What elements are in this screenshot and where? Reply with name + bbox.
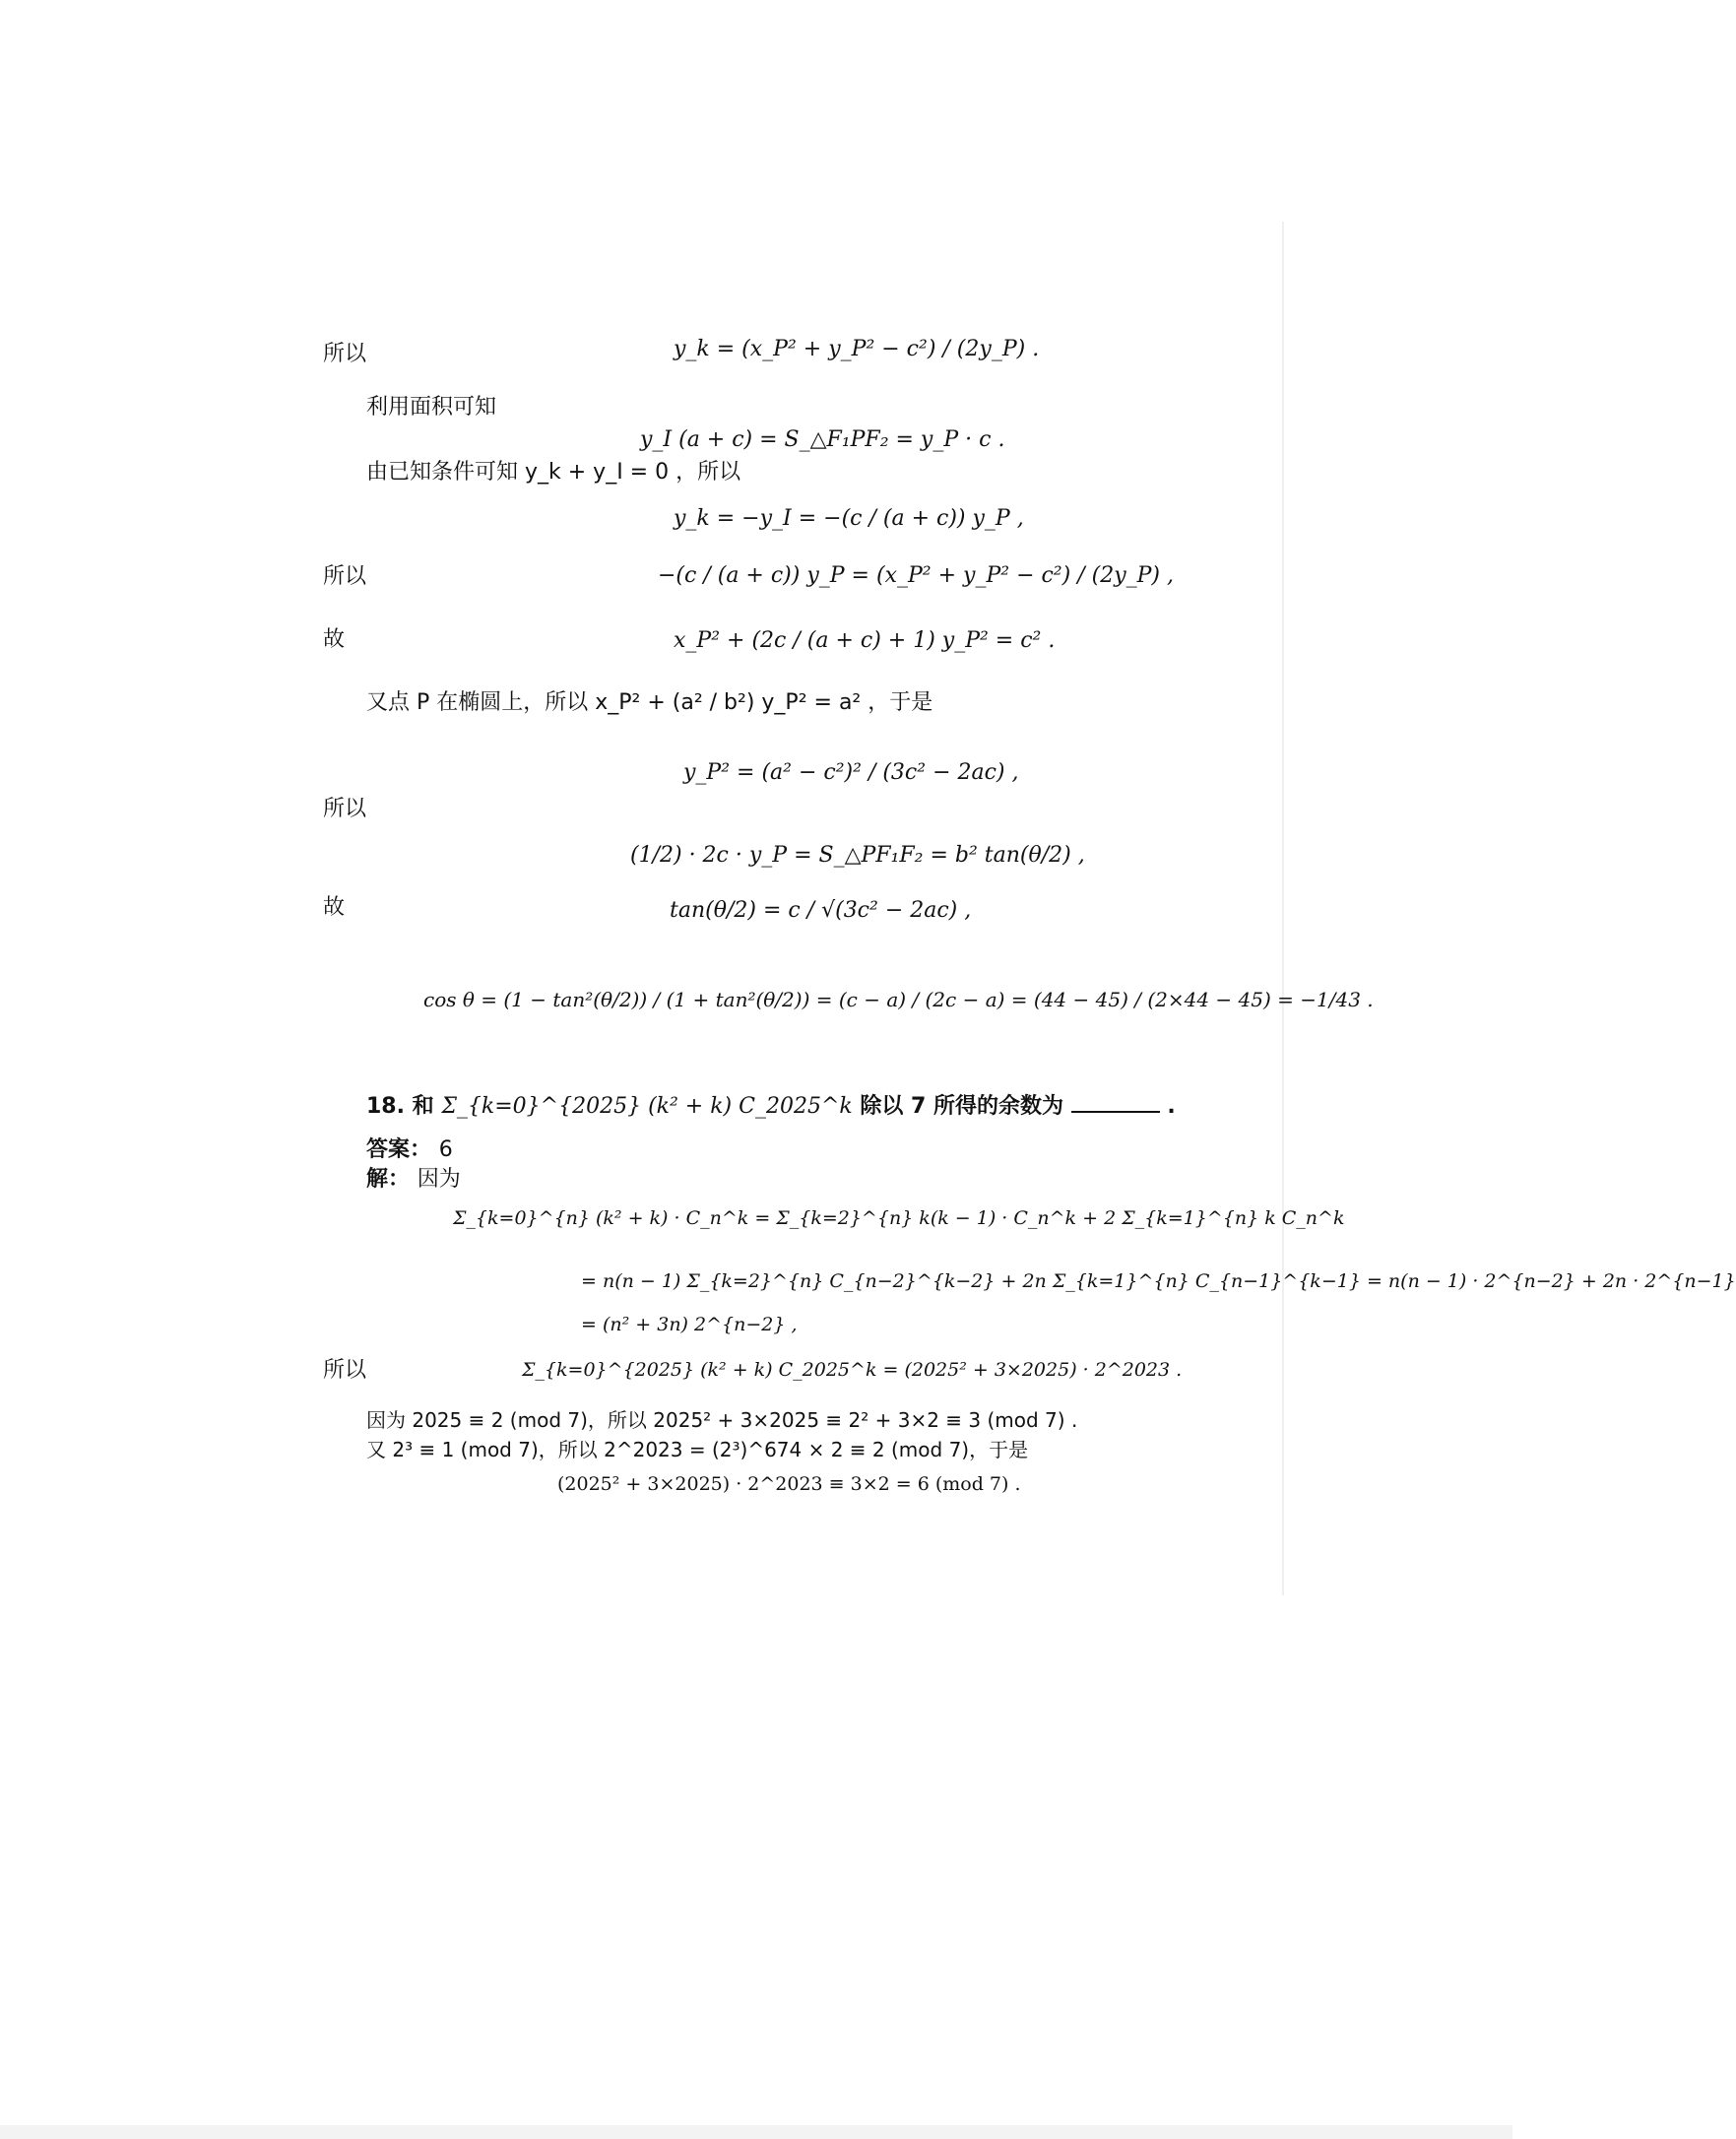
label-suoyi-3: 所以 xyxy=(323,797,367,821)
equation-area: y_I (a + c) = S_△F₁PF₂ = y_P · c . xyxy=(640,427,1005,452)
answer-blank xyxy=(1071,1095,1160,1113)
label-suoyi-4: 所以 xyxy=(323,1358,367,1383)
text-area-method: 利用面积可知 xyxy=(366,395,497,420)
equation-yk-neg: y_k = −y_I = −(c / (a + c)) y_P , xyxy=(674,506,1024,531)
equation-xp: x_P² + (2c / (a + c) + 1) y_P² = c² . xyxy=(674,628,1056,653)
solution-label: 解： xyxy=(366,1167,411,1192)
equation-yp-squared: y_P² = (a² − c²)² / (3c² − 2ac) , xyxy=(683,760,1019,785)
equation-triangle-area: (1/2) · 2c · y_P = S_△PF₁F₂ = b² tan(θ/2) , xyxy=(630,843,1085,868)
solution-step-5: 因为 2025 ≡ 2 (mod 7)，所以 2025² + 3×2025 ≡ 2² + 3×2 ≡ 3 (mod 7) . xyxy=(366,1408,1078,1432)
answer-value: 6 xyxy=(438,1137,453,1162)
label-suoyi-2: 所以 xyxy=(323,564,367,589)
answer-label: 答案： xyxy=(366,1137,432,1162)
solution-intro: 因为 xyxy=(417,1167,461,1192)
question-text-pre: 和 xyxy=(412,1094,434,1119)
question-text-post: 除以 7 所得的余数为 xyxy=(860,1094,1064,1119)
question-number: 18. xyxy=(366,1094,405,1119)
solution-step-2: = n(n − 1) Σ_{k=2}^{n} C_{n−2}^{k−2} + 2n Σ_{k=1}^{n} C_{n−1}^{k−1} = n(n − 1) · 2^{n−2} + 2n · 2^{n−1} xyxy=(581,1270,1736,1292)
equation-equality: −(c / (a + c)) y_P = (x_P² + y_P² − c²) / (2y_P) , xyxy=(658,563,1174,588)
equation-tan-half: tan(θ/2) = c / √(3c² − 2ac) , xyxy=(670,898,972,923)
solution-step-1: Σ_{k=0}^{n} (k² + k) · C_n^k = Σ_{k=2}^{n} k(k − 1) · C_n^k + 2 Σ_{k=1}^{n} k C_n^k xyxy=(453,1207,1345,1229)
text-point-on-ellipse: 又点 P 在椭圆上，所以 x_P² + (a² / b²) y_P² = a² ，于是 xyxy=(366,690,933,715)
question-expression: Σ_{k=0}^{2025} (k² + k) C_2025^k xyxy=(441,1094,853,1119)
solution-intro-line xyxy=(366,1166,461,1194)
solution-step-7: (2025² + 3×2025) · 2^2023 ≡ 3×2 = 6 (mod 7) . xyxy=(557,1473,1021,1495)
equation-yk: y_k = (x_P² + y_P² − c²) / (2y_P) . xyxy=(674,337,1040,361)
text-known-condition: 由已知条件可知 y_k + y_I = 0 ，所以 xyxy=(366,460,741,485)
question-end: . xyxy=(1167,1094,1176,1119)
label-gu-1: 故 xyxy=(323,627,346,652)
question-18 xyxy=(366,1093,1176,1121)
label-gu-2: 故 xyxy=(323,895,346,920)
equation-cos-theta: cos θ = (1 − tan²(θ/2)) / (1 + tan²(θ/2)) = (c − a) / (2c − a) = (44 − 45) / (2×44 − 45) = −1/43 . xyxy=(423,988,1374,1011)
solution-step-6: 又 2³ ≡ 1 (mod 7)，所以 2^2023 = (2³)^674 × 2 ≡ 2 (mod 7)，于是 xyxy=(366,1438,1029,1461)
label-suoyi-1: 所以 xyxy=(323,342,367,366)
solution-step-4: Σ_{k=0}^{2025} (k² + k) C_2025^k = (2025² + 3×2025) · 2^2023 . xyxy=(522,1359,1183,1381)
answer-line xyxy=(366,1136,453,1164)
solution-step-3: = (n² + 3n) 2^{n−2} , xyxy=(581,1314,798,1335)
